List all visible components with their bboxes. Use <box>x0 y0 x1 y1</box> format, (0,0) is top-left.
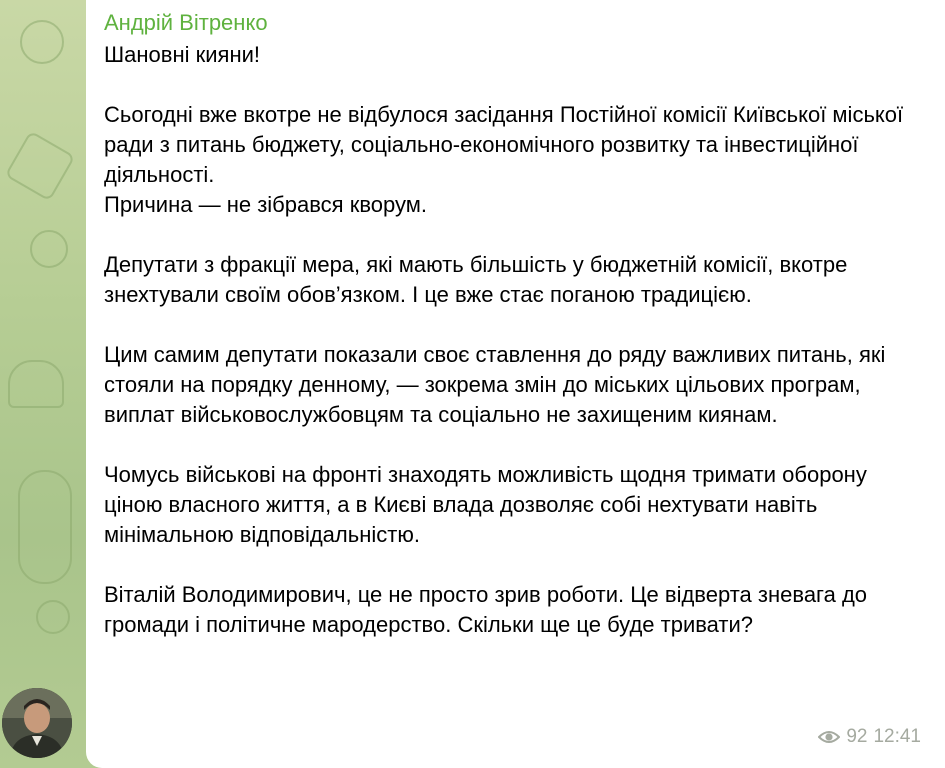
message-paragraph: Шановні кияни! <box>104 42 260 67</box>
wallpaper-doodle <box>8 360 64 408</box>
sender-avatar[interactable] <box>2 688 72 758</box>
message-paragraph: Сьогодні вже вкотре не відбулося засідання Постійної комісії Київської міської ради з питань бюджету, соціально-економічного розвитку та інвестиційної діяльності. Причина — не зібрався кворум. <box>104 102 904 217</box>
message-meta <box>818 726 921 748</box>
message-time: 12:41 <box>873 726 921 747</box>
view-count: 92 <box>846 726 868 747</box>
wallpaper-doodle <box>20 20 64 64</box>
message-paragraph: Цим самим депутати показали своє ставлення до ряду важливих питань, які стояли на порядку денному, — зокрема змін до міських цільових програм, виплат військовослужбовцям та соціально не захищеним киянам. <box>104 342 892 427</box>
sender-name[interactable]: Андрій Вітренко <box>104 10 268 35</box>
message-paragraph: Чомусь військові на фронті знаходять можливість щодня тримати оборону ціною власного життя, а в Києві влада дозволяє собі нехтувати навіть мінімальною відповідальністю. <box>104 462 873 547</box>
message-bubble[interactable] <box>86 0 945 768</box>
wallpaper-doodle <box>30 230 68 268</box>
eye-icon <box>818 729 840 745</box>
wallpaper-doodle <box>4 130 75 201</box>
message-paragraph: Депутати з фракції мера, які мають більшість у бюджетній комісії, вкотре знехтували своїм обов’язком. І це вже стає поганою традицією. <box>104 252 854 307</box>
message-paragraph: Віталій Володимирович, це не просто зрив роботи. Це відверта зневага до громади і політичне мародерство. Скільки ще це буде тривати? <box>104 582 874 637</box>
wallpaper-doodle <box>18 470 72 584</box>
wallpaper-doodle <box>36 600 70 634</box>
